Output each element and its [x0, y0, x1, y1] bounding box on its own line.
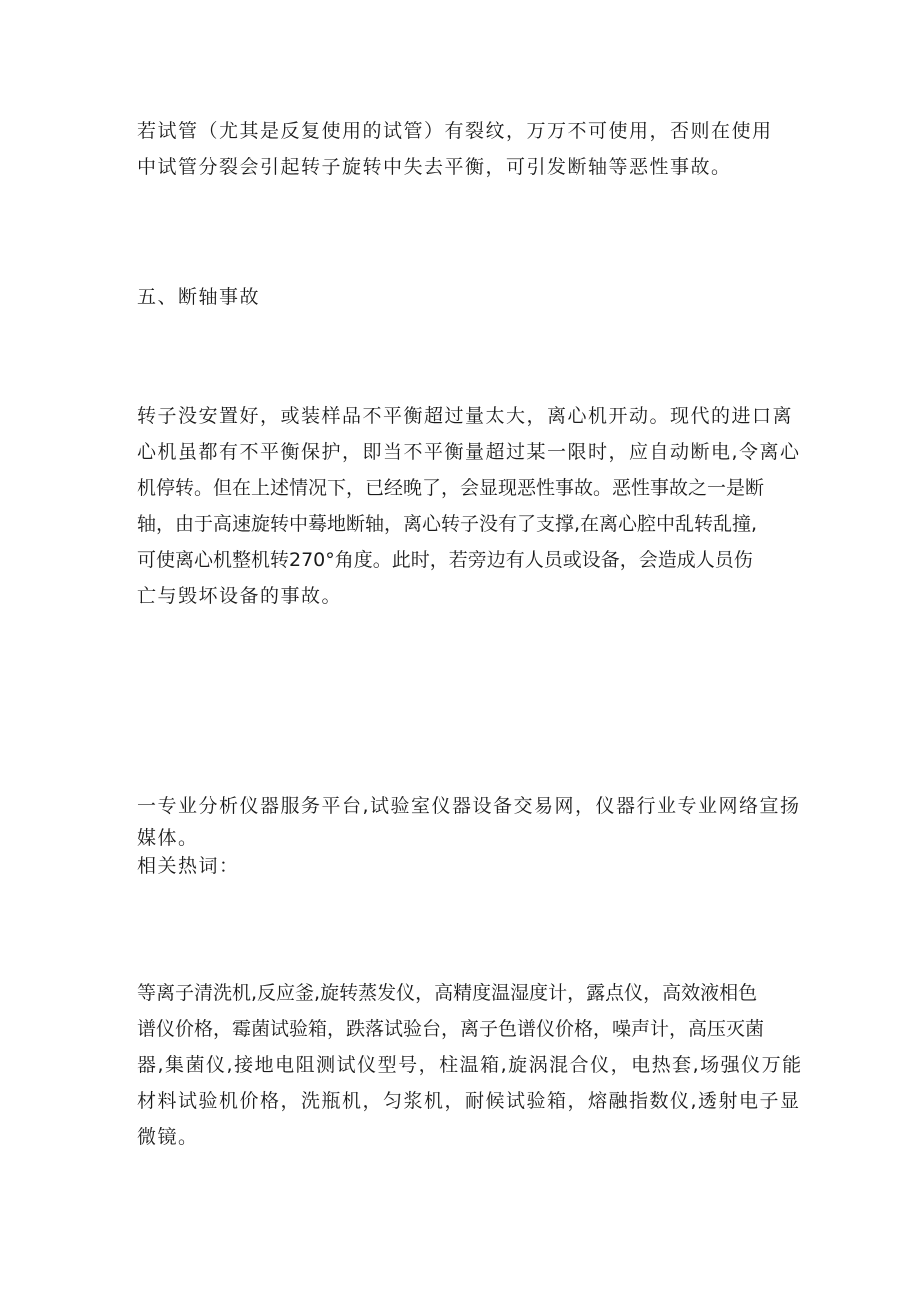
text-line: 若试管（尤其是反复使用的试管）有裂纹，万万不可使用，否则在使用	[137, 120, 773, 142]
text-line: 微镜。	[137, 1126, 199, 1148]
text-line: 转子没安置好，或装样品不平衡超过量太大，离心机开动。现代的进口离	[137, 405, 794, 427]
paragraph-shaft-break	[137, 398, 803, 614]
hot-keywords-list	[137, 975, 803, 1155]
text-line: 轴，由于高速旋转中蓦地断轴，离心转子没有了支撑,在离心腔中乱转乱撞,	[137, 513, 758, 535]
paragraph-cracked-tube	[137, 113, 803, 185]
text-line: 一专业分析仪器服务平台,试验室仪器设备交易网，仪器行业专业网络宣扬	[137, 795, 801, 817]
text-line: 等离子清洗机,反应釜,旋转蒸发仪，高精度温湿度计，露点仪，高效液相色	[137, 982, 758, 1004]
text-line: 器,集菌仪,接地电阻测试仪型号，柱温箱,旋涡混合仪，电热套,场强仪万能	[137, 1054, 803, 1076]
footer-intro	[137, 788, 803, 880]
text-line: 材料试验机价格，洗瓶机，匀浆机，耐候试验箱，熔融指数仪,透射电子显	[137, 1090, 801, 1112]
text-line: 可使离心机整机转270°角度。此时，若旁边有人员或设备，会造成人员伤	[137, 549, 753, 571]
text-line: 亡与毁坏设备的事故。	[137, 585, 343, 607]
text-line: 机停转。但在上述情况下，已经晚了，会显现恶性事故。恶性事故之一是断	[137, 477, 765, 499]
text-line: 中试管分裂会引起转子旋转中失去平衡，可引发断轴等恶性事故。	[137, 156, 732, 178]
section-heading	[137, 279, 803, 315]
text-line: 媒体。	[137, 827, 199, 849]
hot-keywords-label: 相关热词：	[137, 855, 240, 877]
text-line: 心机虽都有不平衡保护，即当不平衡量超过某一限时，应自动断电,令离心	[137, 441, 801, 463]
text-line: 谱仪价格，霉菌试验箱，跌落试验台，离子色谱仪价格，噪声计，高压灭菌	[137, 1018, 765, 1040]
heading-text: 五、断轴事故	[137, 286, 261, 308]
